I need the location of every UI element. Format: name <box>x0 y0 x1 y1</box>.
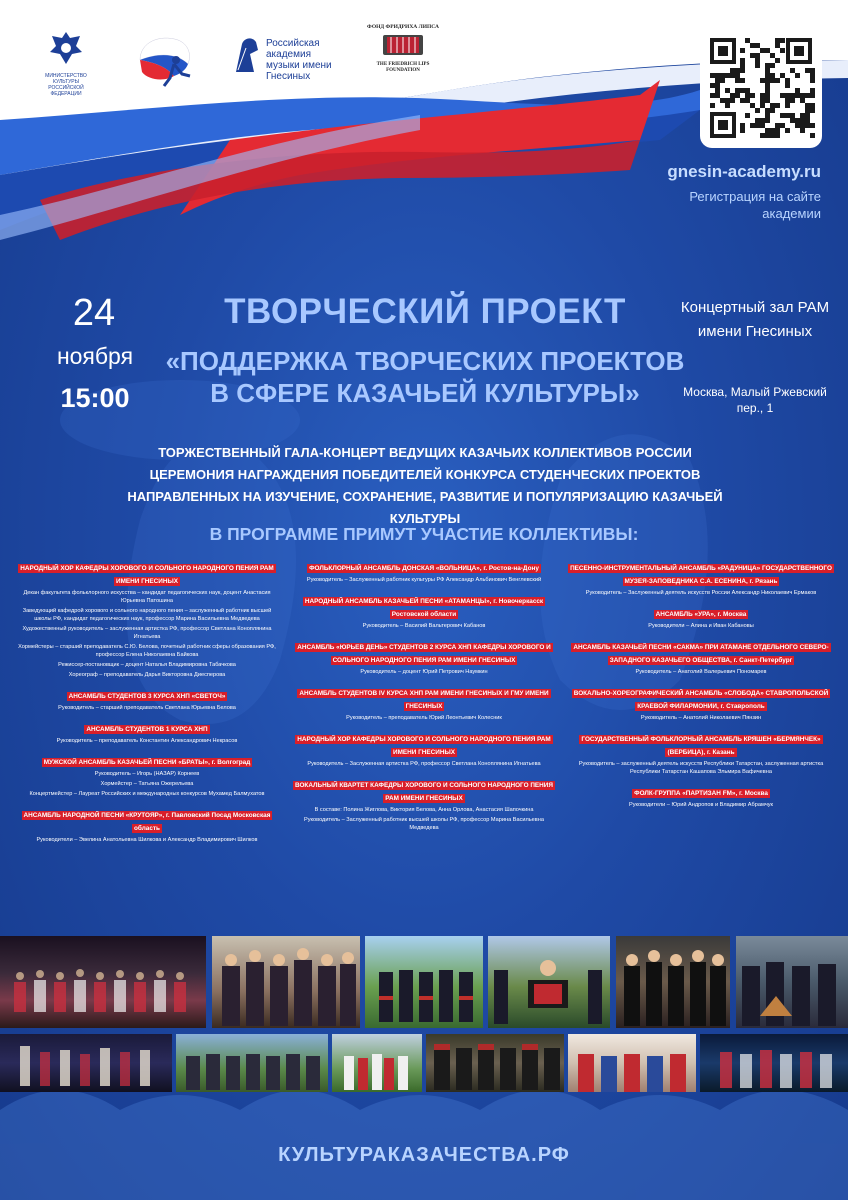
ensemble-credit: Руководитель – Игорь (НАЗАР) Корнеев <box>94 771 200 777</box>
photo-stage-choir <box>0 936 206 1028</box>
qr-code-icon <box>700 28 822 148</box>
ensemble-credit: Руководители – Алина и Иван Кабановы <box>648 623 754 629</box>
ensemble-credit: Концертмейстер – Лауреат Российских и международных конкурсов Мухамед Балмухатов <box>29 791 265 797</box>
ensemble-credit: Руководитель – Анатолий Николаевич Пянзин <box>640 715 762 721</box>
harp-figure-icon <box>228 34 264 74</box>
registration-qr-code[interactable] <box>700 28 822 148</box>
event-address: Москва, Малый Ржевский пер., 1 <box>683 385 827 415</box>
footer-site-link[interactable]: КУЛЬТУРАКАЗАЧЕСТВА.РФ <box>278 1144 570 1166</box>
ensemble-credit: Руководитель – старший преподаватель Светлана Юрьевна Белова <box>58 705 236 711</box>
event-venue: Концертный зал РАМ имени Гнесиных <box>680 299 830 340</box>
ensemble-name: ПЕСЕННО-ИНСТРУМЕНТАЛЬНЫЙ АНСАМБЛЬ «РАДУНИЦА» ГОСУДАРСТВЕННОГО МУЗЕЯ-ЗАПОВЕДНИКА С.А. ЕСЕНИНА, г. Рязань <box>570 565 832 585</box>
ensemble-name: АНСАМБЛЬ «УРА», г. Москва <box>655 611 747 618</box>
outdoor-figures-icon <box>365 936 483 1028</box>
photo-ensemble-group <box>212 936 360 1028</box>
ensembles-column-middle <box>290 561 558 842</box>
event-title: ТВОРЧЕСКИЙ ПРОЕКТ <box>224 292 626 331</box>
ensembles-column-right <box>568 561 834 819</box>
event-subtitle: «ПОДДЕРЖКА ТВОРЧЕСКИХ ПРОЕКТОВ В СФЕРЕ КАЗАЧЬЕЙ КУЛЬТУРЫ» <box>165 346 685 408</box>
photo-band-musicians <box>616 936 730 1028</box>
registration-site-link[interactable]: gnesin-academy.ru <box>667 162 821 181</box>
ensemble-entry <box>14 755 280 798</box>
ensemble-name: ВОКАЛЬНЫЙ КВАРТЕТ КАФЕДРЫ ХОРОВОГО И СОЛЬНОГО НАРОДНОГО ПЕНИЯ РАМ ИМЕНИ ГНЕСИНЫХ <box>295 782 553 802</box>
ensemble-credit: Хормейстер – Татьяна Ожерельева <box>100 781 194 787</box>
dancer-flag-icon <box>130 30 200 90</box>
ensemble-credit: Руководитель – доцент Юрий Петрович Наумкин <box>360 669 488 675</box>
ensemble-credit: Руководитель – Заслуженный деятель искусств России Александр Николаевич Ермаков <box>585 590 817 596</box>
ensemble-name: ФОЛК-ГРУППА «ПАРТИЗАН FM», г. Москва <box>634 790 768 797</box>
photo-women-ensemble <box>568 1034 696 1092</box>
ensemble-credit: Режиссер-постановщик – доцент Наталья Владимировна Табачкова <box>58 662 236 668</box>
fund-name-en: THE FRIEDRICH LIPS FOUNDATION <box>376 62 430 73</box>
photo-collage <box>0 936 848 1092</box>
ensemble-credit: Руководитель – Заслуженный работник высшей школы РФ, профессор Марина Васильевна Медведева <box>304 817 544 831</box>
event-time: 15:00 <box>60 383 130 413</box>
event-month: ноября <box>56 343 134 369</box>
park-group-icon <box>176 1034 328 1092</box>
gnesin-academy-logo <box>228 34 338 82</box>
ensemble-credit: Хореограф – преподаватель Дарья Викторовна Диесперова <box>68 672 226 678</box>
eagle-emblem-icon <box>36 28 96 68</box>
ensemble-entry <box>568 607 834 630</box>
ensemble-credit: Руководитель – заслуженный деятель искусств Республики Татарстан, заслуженная артистка Республики Татарстан Кашапова Эльмира Вафичевна <box>578 761 824 775</box>
ensemble-name: АНСАМБЛЬ СТУДЕНТОВ 1 КУРСА ХНП <box>86 726 208 733</box>
ensemble-credit: Руководитель – Василий Вальтерович Кабанов <box>362 623 486 629</box>
photo-balalaika-group <box>736 936 848 1028</box>
ensemble-name: НАРОДНЫЙ ХОР КАФЕДРЫ ХОРОВОГО И СОЛЬНОГО НАРОДНОГО ПЕНИЯ РАМ ИМЕНИ ГНЕСИНЫХ <box>297 736 551 756</box>
women-ensemble-icon <box>568 1034 696 1092</box>
event-day: 24 <box>72 292 116 334</box>
ensemble-name: АНСАМБЛЬ «ЮРЬЕВ ДЕНЬ» СТУДЕНТОВ 2 КУРСА ХНП КАФЕДРЫ ХОРОВОГО И СОЛЬНОГО НАРОДНОГО ПЕНИЯ РАМ ИМЕНИ ГНЕСИНЫХ <box>297 644 551 664</box>
photo-outdoor-cossacks <box>365 936 483 1028</box>
ensemble-entry <box>14 689 280 712</box>
cossack-culture-logo <box>130 30 200 95</box>
ensemble-entry <box>568 640 834 676</box>
ensemble-name: ВОКАЛЬНО-ХОРЕОГРАФИЧЕСКИЙ АНСАМБЛЬ «СЛОБОДА» СТАВРОПОЛЬСКОЙ КРАЕВОЙ ФИЛАРМОНИИ, г. Ставрополь <box>573 690 829 710</box>
description-line-2: ЦЕРЕМОНИЯ НАГРАЖДЕНИЯ ПОБЕДИТЕЛЕЙ КОНКУРСА СТУДЕНЧЕСКИХ ПРОЕКТОВ НАПРАВЛЕННЫХ НА ИЗУЧЕНИЕ, СОХРАНЕНИЕ, РАЗВИТИЕ И ПОПУЛЯРИЗАЦИЮ КАЗАЧЬЕЙ КУЛЬТУРЫ <box>127 467 723 526</box>
academy-name: Российская академия музыки имени Гнесиных <box>266 38 332 82</box>
ensemble-name: ГОСУДАРСТВЕННЫЙ ФОЛЬКЛОРНЫЙ АНСАМБЛЬ КРЯШЕН «БЕРМЯНЧЕК» (ВЕРБИЦА), г. Казань <box>581 736 821 756</box>
ensemble-entry <box>14 561 280 679</box>
ensemble-entry <box>568 786 834 809</box>
photo-dance-performance <box>0 1034 172 1092</box>
ensemble-entry <box>290 686 558 722</box>
accordion-icon <box>381 31 425 57</box>
ensemble-name: АНСАМБЛЬ НАРОДНОЙ ПЕСНИ «КРУТОЯР», г. Павловский Посад Московская область <box>23 812 271 832</box>
accordion-player-icon <box>488 936 610 1028</box>
ensemble-credit: Руководители – Эвелина Анатольевна Шилкова и Александр Владимирович Шилков <box>36 837 258 843</box>
photo-park-group <box>176 1034 328 1092</box>
lips-foundation-logo <box>364 24 442 74</box>
photo-field-singers <box>332 1034 422 1092</box>
ensemble-entry <box>14 808 280 844</box>
ensemble-figures-icon <box>212 936 360 1028</box>
ministry-caption: МИНИСТЕРСТВО КУЛЬТУРЫ РОССИЙСКОЙ ФЕДЕРАЦИИ <box>45 73 87 97</box>
cossack-men-icon <box>426 1034 564 1092</box>
field-singers-icon <box>332 1034 422 1092</box>
ensemble-name: МУЖСКОЙ АНСАМБЛЬ КАЗАЧЬЕЙ ПЕСНИ «БРАТЫ», г. Волгоград <box>43 759 251 766</box>
ensemble-name: НАРОДНЫЙ ХОР КАФЕДРЫ ХОРОВОГО И СОЛЬНОГО НАРОДНОГО ПЕНИЯ РАМ ИМЕНИ ГНЕСИНЫХ <box>20 565 274 585</box>
choir-figures-icon <box>0 936 206 1028</box>
ensemble-credit: Руководитель – преподаватель Юрий Леонтьевич Колесник <box>346 715 502 721</box>
ensemble-credit: Руководители – Юрий Андропов и Владимир Абрамчук <box>629 802 773 808</box>
dancers-icon <box>0 1034 172 1092</box>
ensemble-name: АНСАМБЛЬ СТУДЕНТОВ 3 КУРСА ХНП «СВЕТОЧ» <box>68 693 226 700</box>
ensemble-credit: Руководитель – Анатолий Валерьевич Пономарев <box>635 669 767 675</box>
photo-cossack-men <box>426 1034 564 1092</box>
ensemble-credit: В составе: Полина Жиглова, Виктория Белова, Анна Орлова, Анастасия Шапочкина <box>314 807 534 813</box>
ensemble-entry <box>568 732 834 776</box>
ensemble-credit: Руководитель – преподаватель Константин Александрович Некрасов <box>56 738 238 744</box>
ensemble-entry <box>290 594 558 630</box>
photo-accordion-player <box>488 936 610 1028</box>
description-line-1: ТОРЖЕСТВЕННЫЙ ГАЛА-КОНЦЕРТ ВЕДУЩИХ КАЗАЧЬИХ КОЛЛЕКТИВОВ РОССИИ <box>158 445 692 460</box>
ensemble-entry <box>290 561 558 584</box>
event-description <box>120 442 730 530</box>
ensemble-name: АНСАМБЛЬ КАЗАЧЬЕЙ ПЕСНИ «САКМА» ПРИ АТАМАНЕ ОТДЕЛЬНОГО СЕВЕРО-ЗАПАДНОГО КАЗАЧЬЕГО ОБЩЕСТВА, г. Санкт-Петербург <box>573 644 829 664</box>
ensemble-entry <box>568 686 834 722</box>
ensemble-entry <box>290 778 558 832</box>
ensemble-credit: Декан факультета фольклорного искусства – кандидат педагогических наук, доцент Анастасия Юрьевна Патошина <box>23 590 271 604</box>
ensemble-credit: Хормейстеры – старший преподаватель С.Ю. Белова, почетный работник сферы образования РФ, профессор Елена Николаевна Байкова <box>18 644 276 658</box>
ensemble-entry <box>290 640 558 676</box>
ensemble-entry <box>14 722 280 745</box>
registration-note: Регистрация на сайте академии <box>689 189 821 221</box>
ensemble-name: АНСАМБЛЬ СТУДЕНТОВ IV КУРСА ХНП РАМ ИМЕНИ ГНЕСИНЫХ И ГМУ ИМЕНИ ГНЕСИНЫХ <box>299 690 549 710</box>
photo-stage-dance <box>700 1034 848 1092</box>
ensemble-name: ФОЛЬКЛОРНЫЙ АНСАМБЛЬ ДОНСКАЯ «ВОЛЬНИЦА», г. Ростов-на-Дону <box>309 565 539 572</box>
fund-name-ru: ФОНД ФРИДРИХА ЛИПСА <box>367 24 439 30</box>
ensemble-credit: Руководитель – Заслуженный работник культуры РФ Александр Альбинович Венглевский <box>306 577 542 583</box>
band-figures-icon <box>616 936 730 1028</box>
balalaika-group-icon <box>736 936 848 1028</box>
ensemble-credit: Художественный руководитель – заслуженная артистка РФ, профессор Светлана Коноплянина Игнатьева <box>22 626 272 640</box>
ensemble-credit: Заведующий кафедрой хорового и сольного народного пения – заслуженный работник высшей школы РФ, кандидат педагогических наук, профессор Марина Васильевна Медведева <box>22 608 272 622</box>
ensemble-credit: Руководитель – Заслуженная артистка РФ, профессор Светлана Коноплянина Игнатьева <box>307 761 541 767</box>
stage-dance-icon <box>700 1034 848 1092</box>
ministry-logo <box>36 28 96 97</box>
ensemble-name: НАРОДНЫЙ АНСАМБЛЬ КАЗАЧЬЕЙ ПЕСНИ «АТАМАНЦЫ», г. Новочеркасск Ростовской области <box>304 598 544 618</box>
ensembles-column-left <box>14 561 280 854</box>
ensemble-entry <box>568 561 834 597</box>
ensemble-entry <box>290 732 558 768</box>
program-heading: В ПРОГРАММЕ ПРИМУТ УЧАСТИЕ КОЛЛЕКТИВЫ: <box>209 524 639 544</box>
